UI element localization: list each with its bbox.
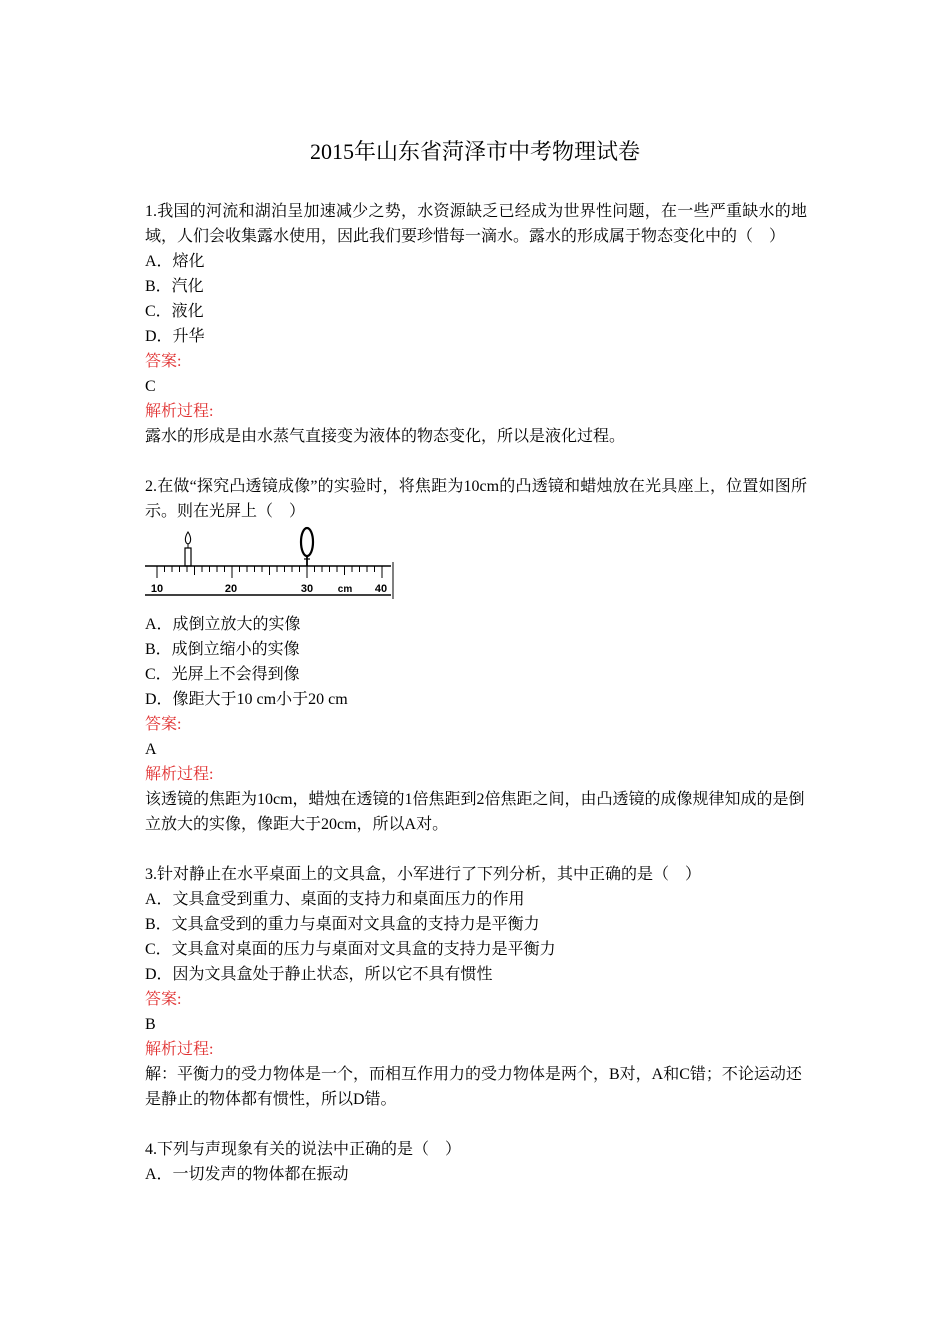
analysis-text: 解：平衡力的受力物体是一个，而相互作用力的受力物体是两个，B对，A和C错；不论运动还是静止的物体都有惯性，所以D错。 bbox=[145, 1066, 802, 1108]
answer-value: A bbox=[145, 741, 157, 758]
option-d: D．升华 bbox=[145, 328, 205, 345]
answer-label: 答案: bbox=[145, 353, 182, 370]
tick-label-10: 10 bbox=[150, 583, 164, 595]
option-a: A．一切发声的物体都在振动 bbox=[145, 1166, 349, 1183]
question-4 bbox=[145, 1137, 807, 1187]
option-a: A．成倒立放大的实像 bbox=[145, 616, 301, 633]
option-b: B．成倒立缩小的实像 bbox=[145, 641, 300, 658]
analysis-label: 解析过程: bbox=[145, 766, 214, 783]
answer-value: B bbox=[145, 1016, 156, 1033]
option-c: C．文具盒对桌面的压力与桌面对文具盒的支持力是平衡力 bbox=[145, 941, 556, 958]
question-stem: 4.下列与声现象有关的说法中正确的是（ ） bbox=[145, 1141, 462, 1158]
answer-value: C bbox=[145, 378, 156, 395]
option-a: A．熔化 bbox=[145, 253, 205, 270]
option-d: D．像距大于10 cm小于20 cm bbox=[145, 691, 348, 708]
question-stem: 2.在做“探究凸透镜成像”的实验时，将焦距为10cm的凸透镜和蜡烛放在光具座上，位置如图所示。则在光屏上（ ） bbox=[145, 478, 807, 520]
tick-label-40: 40 bbox=[374, 583, 388, 595]
question-stem: 3.针对静止在水平桌面上的文具盒，小军进行了下列分析，其中正确的是（ ） bbox=[145, 866, 702, 883]
question-list bbox=[145, 199, 807, 1212]
option-c: C．液化 bbox=[145, 303, 204, 320]
analysis-text: 该透镜的焦距为10cm，蜡烛在透镜的1倍焦距到2倍焦距之间，由凸透镜的成像规律知成的是倒立放大的实像，像距大于20cm，所以A对。 bbox=[145, 791, 805, 833]
option-b: B．文具盒受到的重力与桌面对文具盒的支持力是平衡力 bbox=[145, 916, 540, 933]
question-1 bbox=[145, 199, 807, 449]
option-a: A．文具盒受到重力、桌面的支持力和桌面压力的作用 bbox=[145, 891, 525, 908]
ruler-scale bbox=[145, 562, 393, 599]
option-d: D．因为文具盒处于静止状态，所以它不具有惯性 bbox=[145, 966, 493, 983]
candle-icon bbox=[185, 532, 191, 566]
optical-bench-figure bbox=[143, 526, 399, 604]
unit-label: cm bbox=[337, 584, 353, 595]
tick-label-20: 20 bbox=[224, 583, 238, 595]
question-2 bbox=[145, 474, 807, 837]
answer-label: 答案: bbox=[145, 716, 182, 733]
analysis-text: 露水的形成是由水蒸气直接变为液体的物态变化，所以是液化过程。 bbox=[145, 428, 626, 445]
option-b: B．汽化 bbox=[145, 278, 204, 295]
analysis-label: 解析过程: bbox=[145, 403, 214, 420]
page-title: 2015年山东省菏泽市中考物理试卷 bbox=[309, 139, 640, 164]
tick-label-30: 30 bbox=[300, 583, 314, 595]
answer-label: 答案: bbox=[145, 991, 182, 1008]
question-3 bbox=[145, 862, 807, 1112]
question-stem: 1.我国的河流和湖泊呈加速减少之势，水资源缺乏已经成为世界性问题，在一些严重缺水的地域，人们会收集露水使用，因此我们要珍惜每一滴水。露水的形成属于物态变化中的（ ） bbox=[145, 203, 807, 245]
option-c: C．光屏上不会得到像 bbox=[145, 666, 300, 683]
convex-lens-icon bbox=[301, 528, 313, 566]
analysis-label: 解析过程: bbox=[145, 1041, 214, 1058]
